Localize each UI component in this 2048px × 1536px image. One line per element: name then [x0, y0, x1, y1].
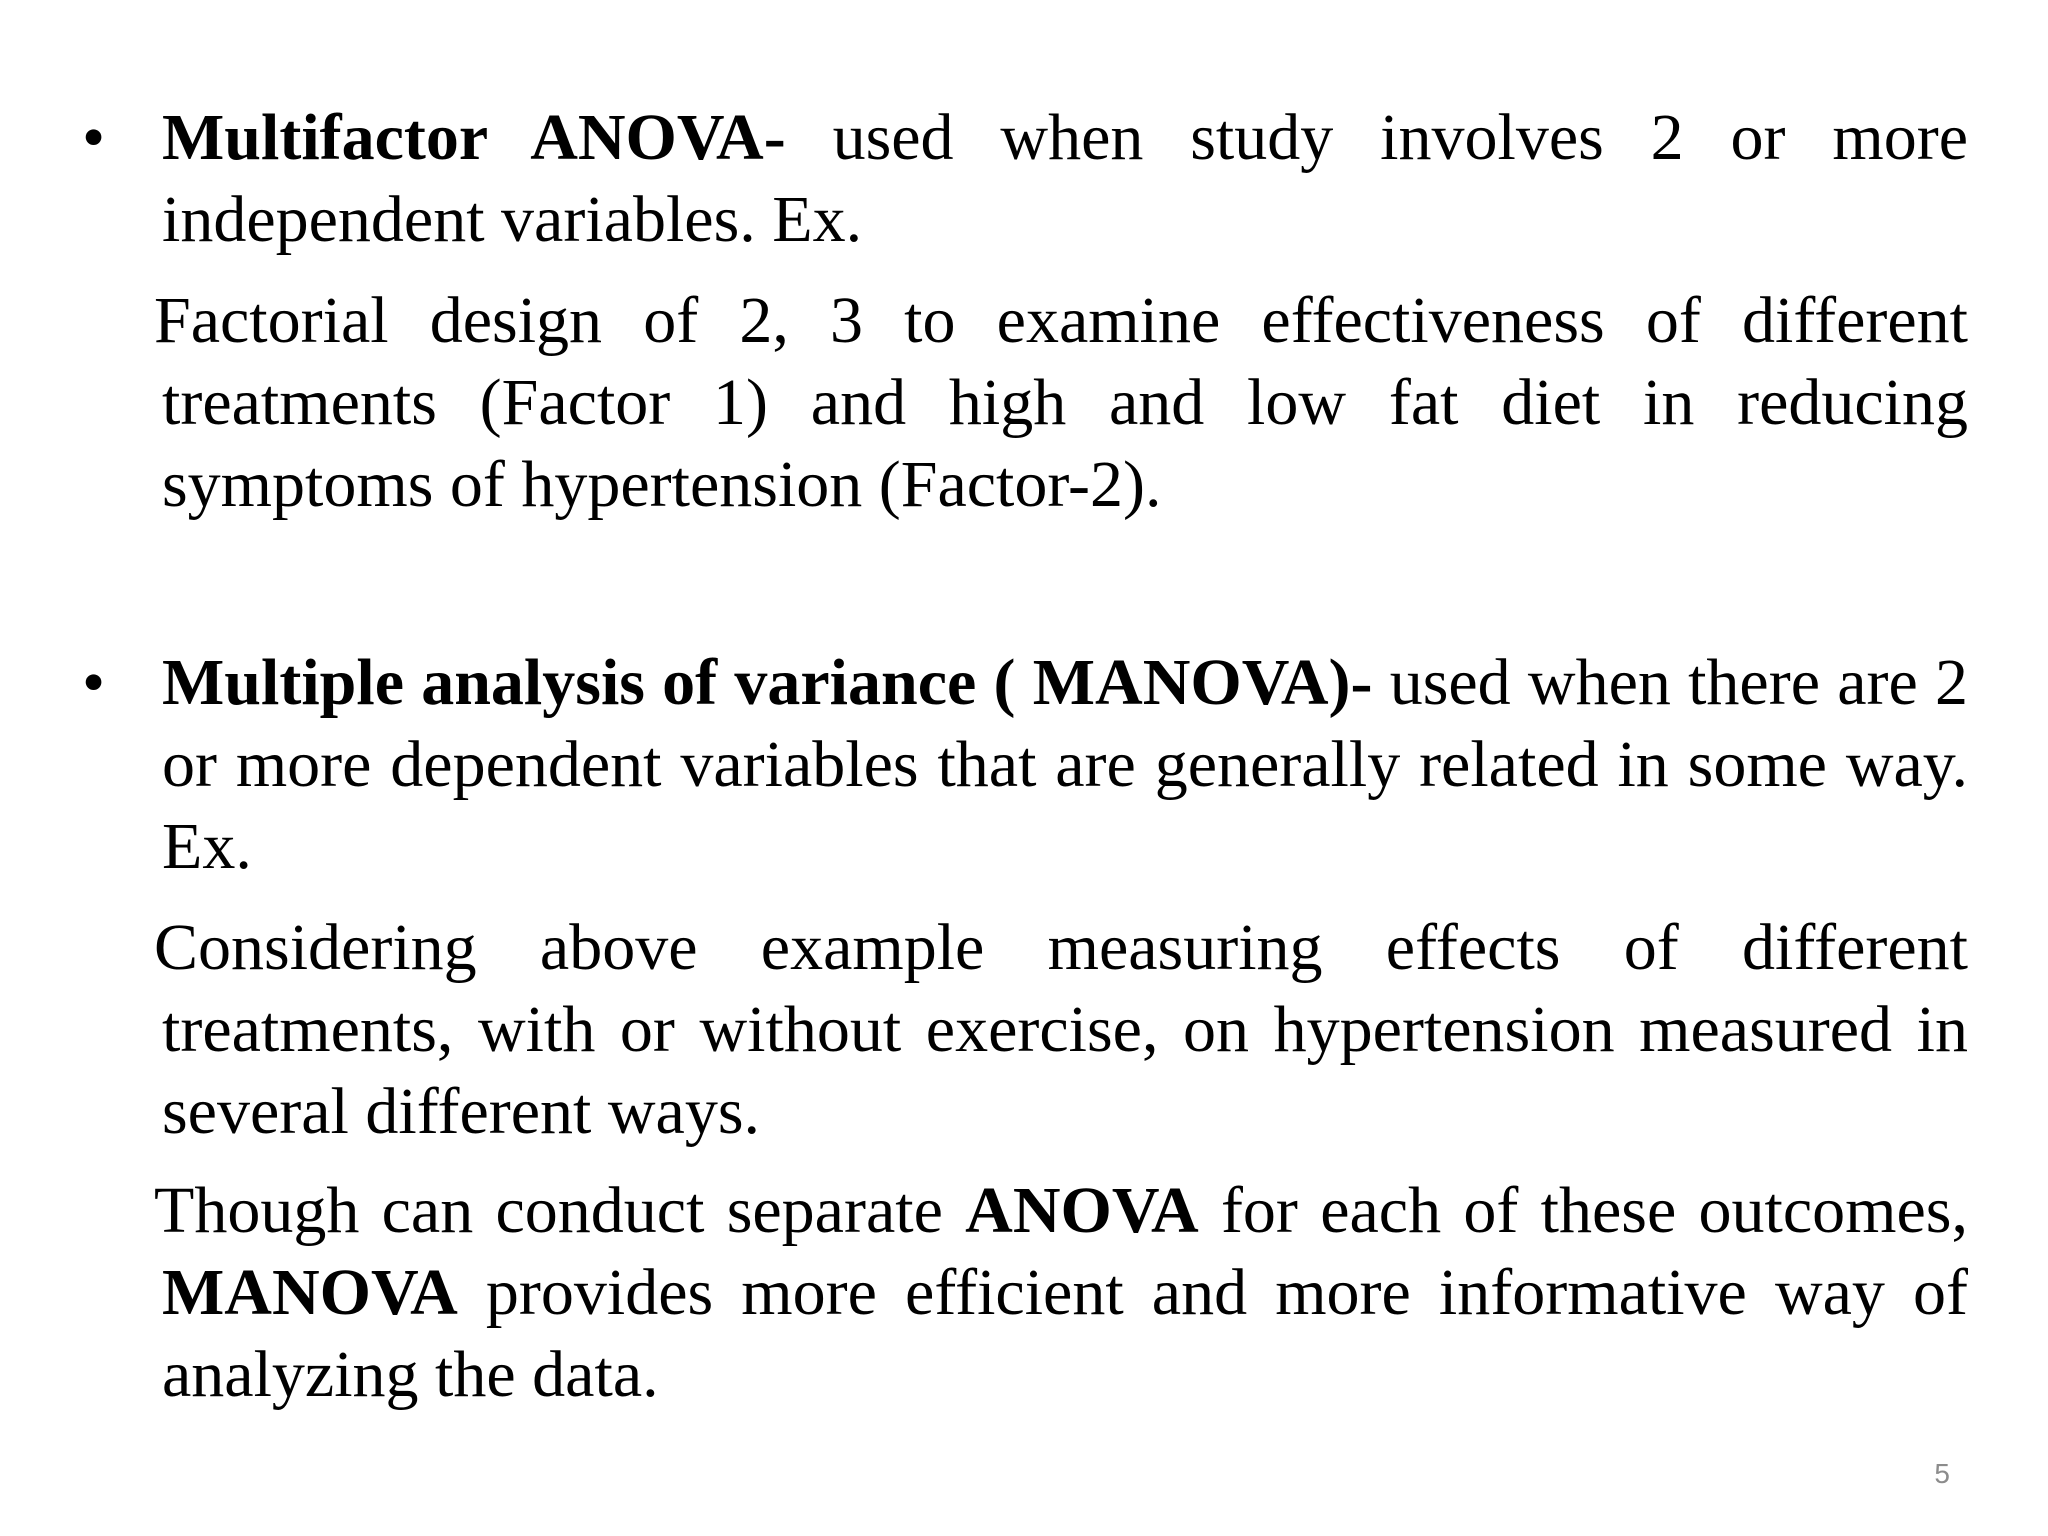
factorial-example-paragraph: [154, 280, 1968, 526]
bullet-1-main-text: [162, 97, 1968, 261]
advantage-text-part-1: Though can conduct separate: [154, 1174, 966, 1247]
bullet-1-description: used when study involves 2 or more independent variables. Ex.: [162, 101, 1968, 256]
term-multifactor-anova: Multifactor ANOVA-: [162, 101, 786, 174]
bullet-marker-2: •: [82, 646, 106, 719]
bullet-2-description: used when there are 2 or more dependent variables that are generally related in some way. Ex.: [162, 646, 1969, 883]
term-anova-inline: ANOVA: [965, 1174, 1199, 1247]
bullet-2-main-text: [162, 642, 1968, 888]
manova-example-paragraph: [154, 907, 1968, 1153]
bullet-item-manova: [162, 642, 1968, 888]
page-number: 5: [1934, 1458, 1950, 1489]
term-manova-inline: MANOVA: [162, 1256, 458, 1329]
bullet-item-multifactor-anova: [162, 97, 1968, 261]
factorial-example-text: Factorial design of 2, 3 to examine effectiveness of different treatments (Factor 1) and high and low fat diet in reducing symptoms of hypertension (Factor-2).: [154, 284, 1968, 521]
manova-advantage-paragraph: [154, 1170, 1968, 1416]
bullet-marker-1: •: [82, 101, 106, 174]
term-manova: Multiple analysis of variance ( MANOVA)-: [162, 646, 1373, 719]
advantage-text-part-3: provides more efficient and more informative way of analyzing the data.: [162, 1256, 1968, 1411]
advantage-text-part-2: for each of these outcomes,: [1198, 1174, 1968, 1247]
manova-example-text: Considering above example measuring effects of different treatments, with or without exercise, on hypertension measured in several different ways.: [154, 911, 1968, 1148]
